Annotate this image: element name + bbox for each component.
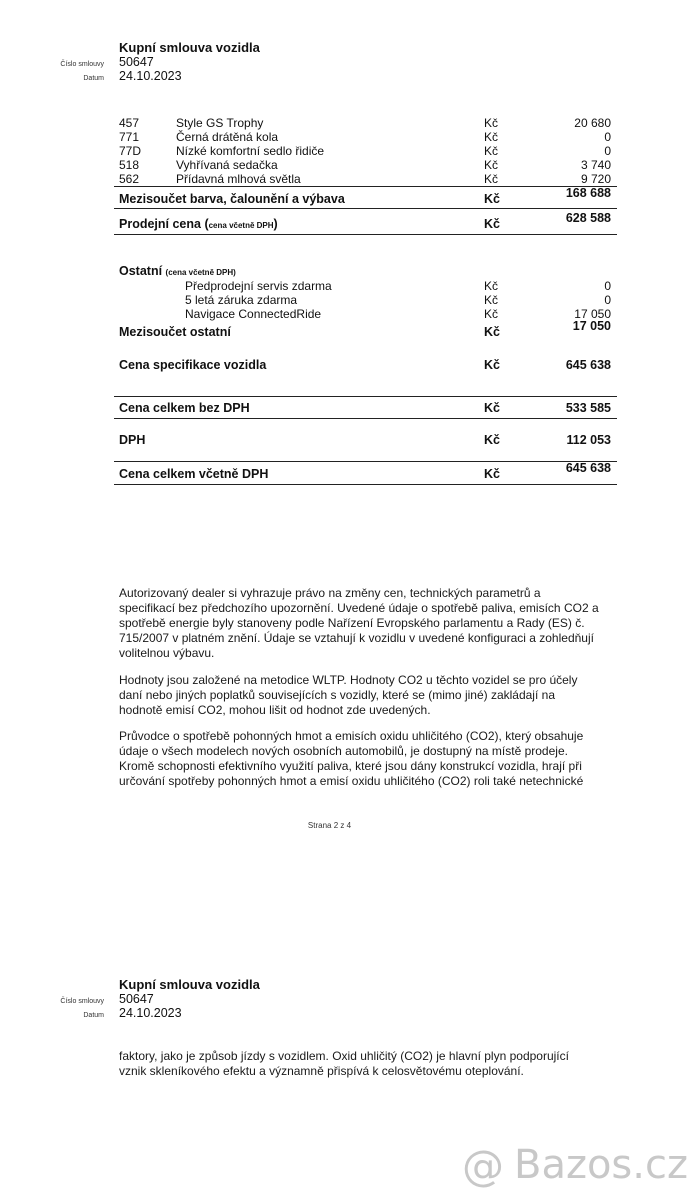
other-item-amount: 17 050 (574, 307, 611, 321)
total-incl-vat-label: Cena celkem včetně DPH (119, 467, 269, 481)
option-row (119, 130, 616, 144)
contract-date: 24.10.2023 (119, 69, 182, 83)
option-description: Přídavná mlhová světla (176, 172, 301, 186)
currency: Kč (484, 401, 500, 415)
option-code: 518 (119, 158, 140, 172)
currency: Kč (484, 293, 499, 307)
document-title: Kupní smlouva vozidla (119, 40, 260, 55)
divider (114, 208, 617, 209)
other-item-description: Předprodejní servis zdarma (185, 279, 332, 293)
option-amount: 0 (604, 130, 611, 144)
sale-price-row (119, 211, 616, 232)
currency: Kč (484, 325, 500, 339)
other-item-row (119, 293, 616, 307)
option-code: 77D (119, 144, 142, 158)
disclaimer-paragraph: Průvodce o spotřebě pohonných hmot a emisích oxidu uhličitého (CO2), který obsahuje údaje o všech modelech nových osobních automobilů, je dostupný na místě prodeje. Kromě schopnosti efektivního využití paliva, které jsou dány konstrukcí vozidla, hrají při určování spotřeby pohonných hmot a emisí oxidu uhličitého (CO2) roli také netechnické (119, 729, 584, 788)
option-description: Černá drátěná kola (176, 130, 279, 144)
disclaimer-paragraph: Hodnoty jsou založené na metodice WLTP. Hodnoty CO2 u těchto vozidel se pro účely daní nebo jiných poplatků souvisejících s vozidly, které se (mimo jiné) zakládají na hodnotě emisí CO2, mohou lišit od hodnot zde uvedených. (119, 673, 578, 717)
currency: Kč (484, 192, 500, 206)
divider (114, 396, 617, 397)
currency: Kč (484, 307, 499, 321)
subtotal-other-amount: 17 050 (572, 319, 611, 333)
option-amount: 9 720 (580, 172, 611, 186)
page-number: Strana 2 z 4 (307, 821, 352, 830)
other-item-amount: 0 (604, 279, 611, 293)
other-label: Ostatní (119, 264, 163, 278)
other-item-row (119, 307, 616, 321)
vat-row (119, 432, 616, 448)
continuation-paragraph: faktory, jako je způsob jízdy s vozidlem. Oxid uhličitý (CO2) je hlavní plyn podporující vznik skleníkového efektu a významně přispívá k celosvětovému oteplování. (119, 1049, 569, 1078)
disclaimer-paragraph: Autorizovaný dealer si vyhrazuje právo na změny cen, technických parametrů a specifikací bez předchozího upozornění. Uvedené údaje o spotřebě paliva, emisích CO2 a spotřebě energie byly stanoveny podle Nařízení Evropského parlamentu a Rady (ES) č. 715/2007 v platném znění. Údaje se vztahují k vozidlu v uvedené konfiguraci a zohledňují volitelnou výbavu. (119, 586, 599, 660)
divider (114, 484, 617, 485)
total-excl-vat-label: Cena celkem bez DPH (119, 401, 250, 415)
document-title: Kupní smlouva vozidla (119, 977, 260, 992)
spec-price-row (119, 357, 616, 373)
sale-price-amount: 628 588 (565, 211, 611, 225)
vat-amount: 112 053 (566, 433, 611, 447)
currency: Kč (484, 172, 499, 186)
total-excl-vat-amount: 533 585 (565, 401, 611, 415)
currency: Kč (484, 158, 499, 172)
divider (114, 418, 617, 419)
option-code: 771 (119, 130, 140, 144)
currency: Kč (484, 279, 499, 293)
currency: Kč (484, 144, 499, 158)
option-code: 562 (119, 172, 140, 186)
other-heading (119, 263, 616, 279)
total-excl-vat-row (119, 400, 616, 416)
divider (114, 234, 617, 235)
date-label: Datum (83, 1012, 104, 1019)
spec-price-label: Cena specifikace vozidla (119, 358, 267, 372)
subtotal-options-amount: 168 688 (565, 186, 611, 200)
watermark-text: Bazos.cz (514, 1142, 688, 1188)
date-label: Datum (83, 75, 104, 82)
currency: Kč (484, 358, 500, 372)
currency: Kč (484, 433, 500, 447)
other-item-row (119, 279, 616, 293)
option-row (119, 144, 616, 158)
contract-number-label: Číslo smlouvy (60, 998, 104, 1005)
subtotal-other-label: Mezisoučet ostatní (119, 325, 231, 339)
subtotal-other-row (119, 319, 616, 340)
option-description: Nízké komfortní sedlo řidiče (176, 144, 325, 158)
option-amount: 3 740 (580, 158, 611, 172)
divider (114, 461, 617, 462)
other-item-description: 5 letá záruka zdarma (185, 293, 298, 307)
at-symbol-icon: @ (462, 1141, 504, 1190)
other-item-amount: 0 (604, 293, 611, 307)
contract-number: 50647 (119, 992, 154, 1006)
contract-number: 50647 (119, 55, 154, 69)
currency: Kč (484, 116, 499, 130)
currency: Kč (484, 130, 499, 144)
total-incl-vat-amount: 645 638 (565, 461, 611, 475)
option-row (119, 172, 616, 186)
watermark (462, 1138, 688, 1194)
other-note: (cena včetně DPH) (165, 268, 236, 277)
option-description: Vyhřívaná sedačka (176, 158, 278, 172)
vat-label: DPH (119, 433, 146, 447)
divider (114, 186, 617, 187)
contract-number-label: Číslo smlouvy (60, 61, 104, 68)
total-incl-vat-row (119, 461, 616, 482)
currency: Kč (484, 467, 500, 481)
other-item-description: Navigace ConnectedRide (185, 307, 322, 321)
option-amount: 0 (604, 144, 611, 158)
option-code: 457 (119, 116, 140, 130)
currency: Kč (484, 217, 500, 231)
subtotal-options-label: Mezisoučet barva, čalounění a výbava (119, 192, 345, 206)
option-amount: 20 680 (574, 116, 611, 130)
sale-price-label: Prodejní cena (cena včetně DPH) (119, 217, 278, 231)
option-description: Style GS Trophy (176, 116, 264, 130)
option-row (119, 116, 616, 130)
sale-price-note: cena včetně DPH (208, 221, 274, 230)
contract-date: 24.10.2023 (119, 1006, 182, 1020)
option-row (119, 158, 616, 172)
spec-price-amount: 645 638 (565, 358, 611, 372)
subtotal-options-row (119, 186, 616, 207)
